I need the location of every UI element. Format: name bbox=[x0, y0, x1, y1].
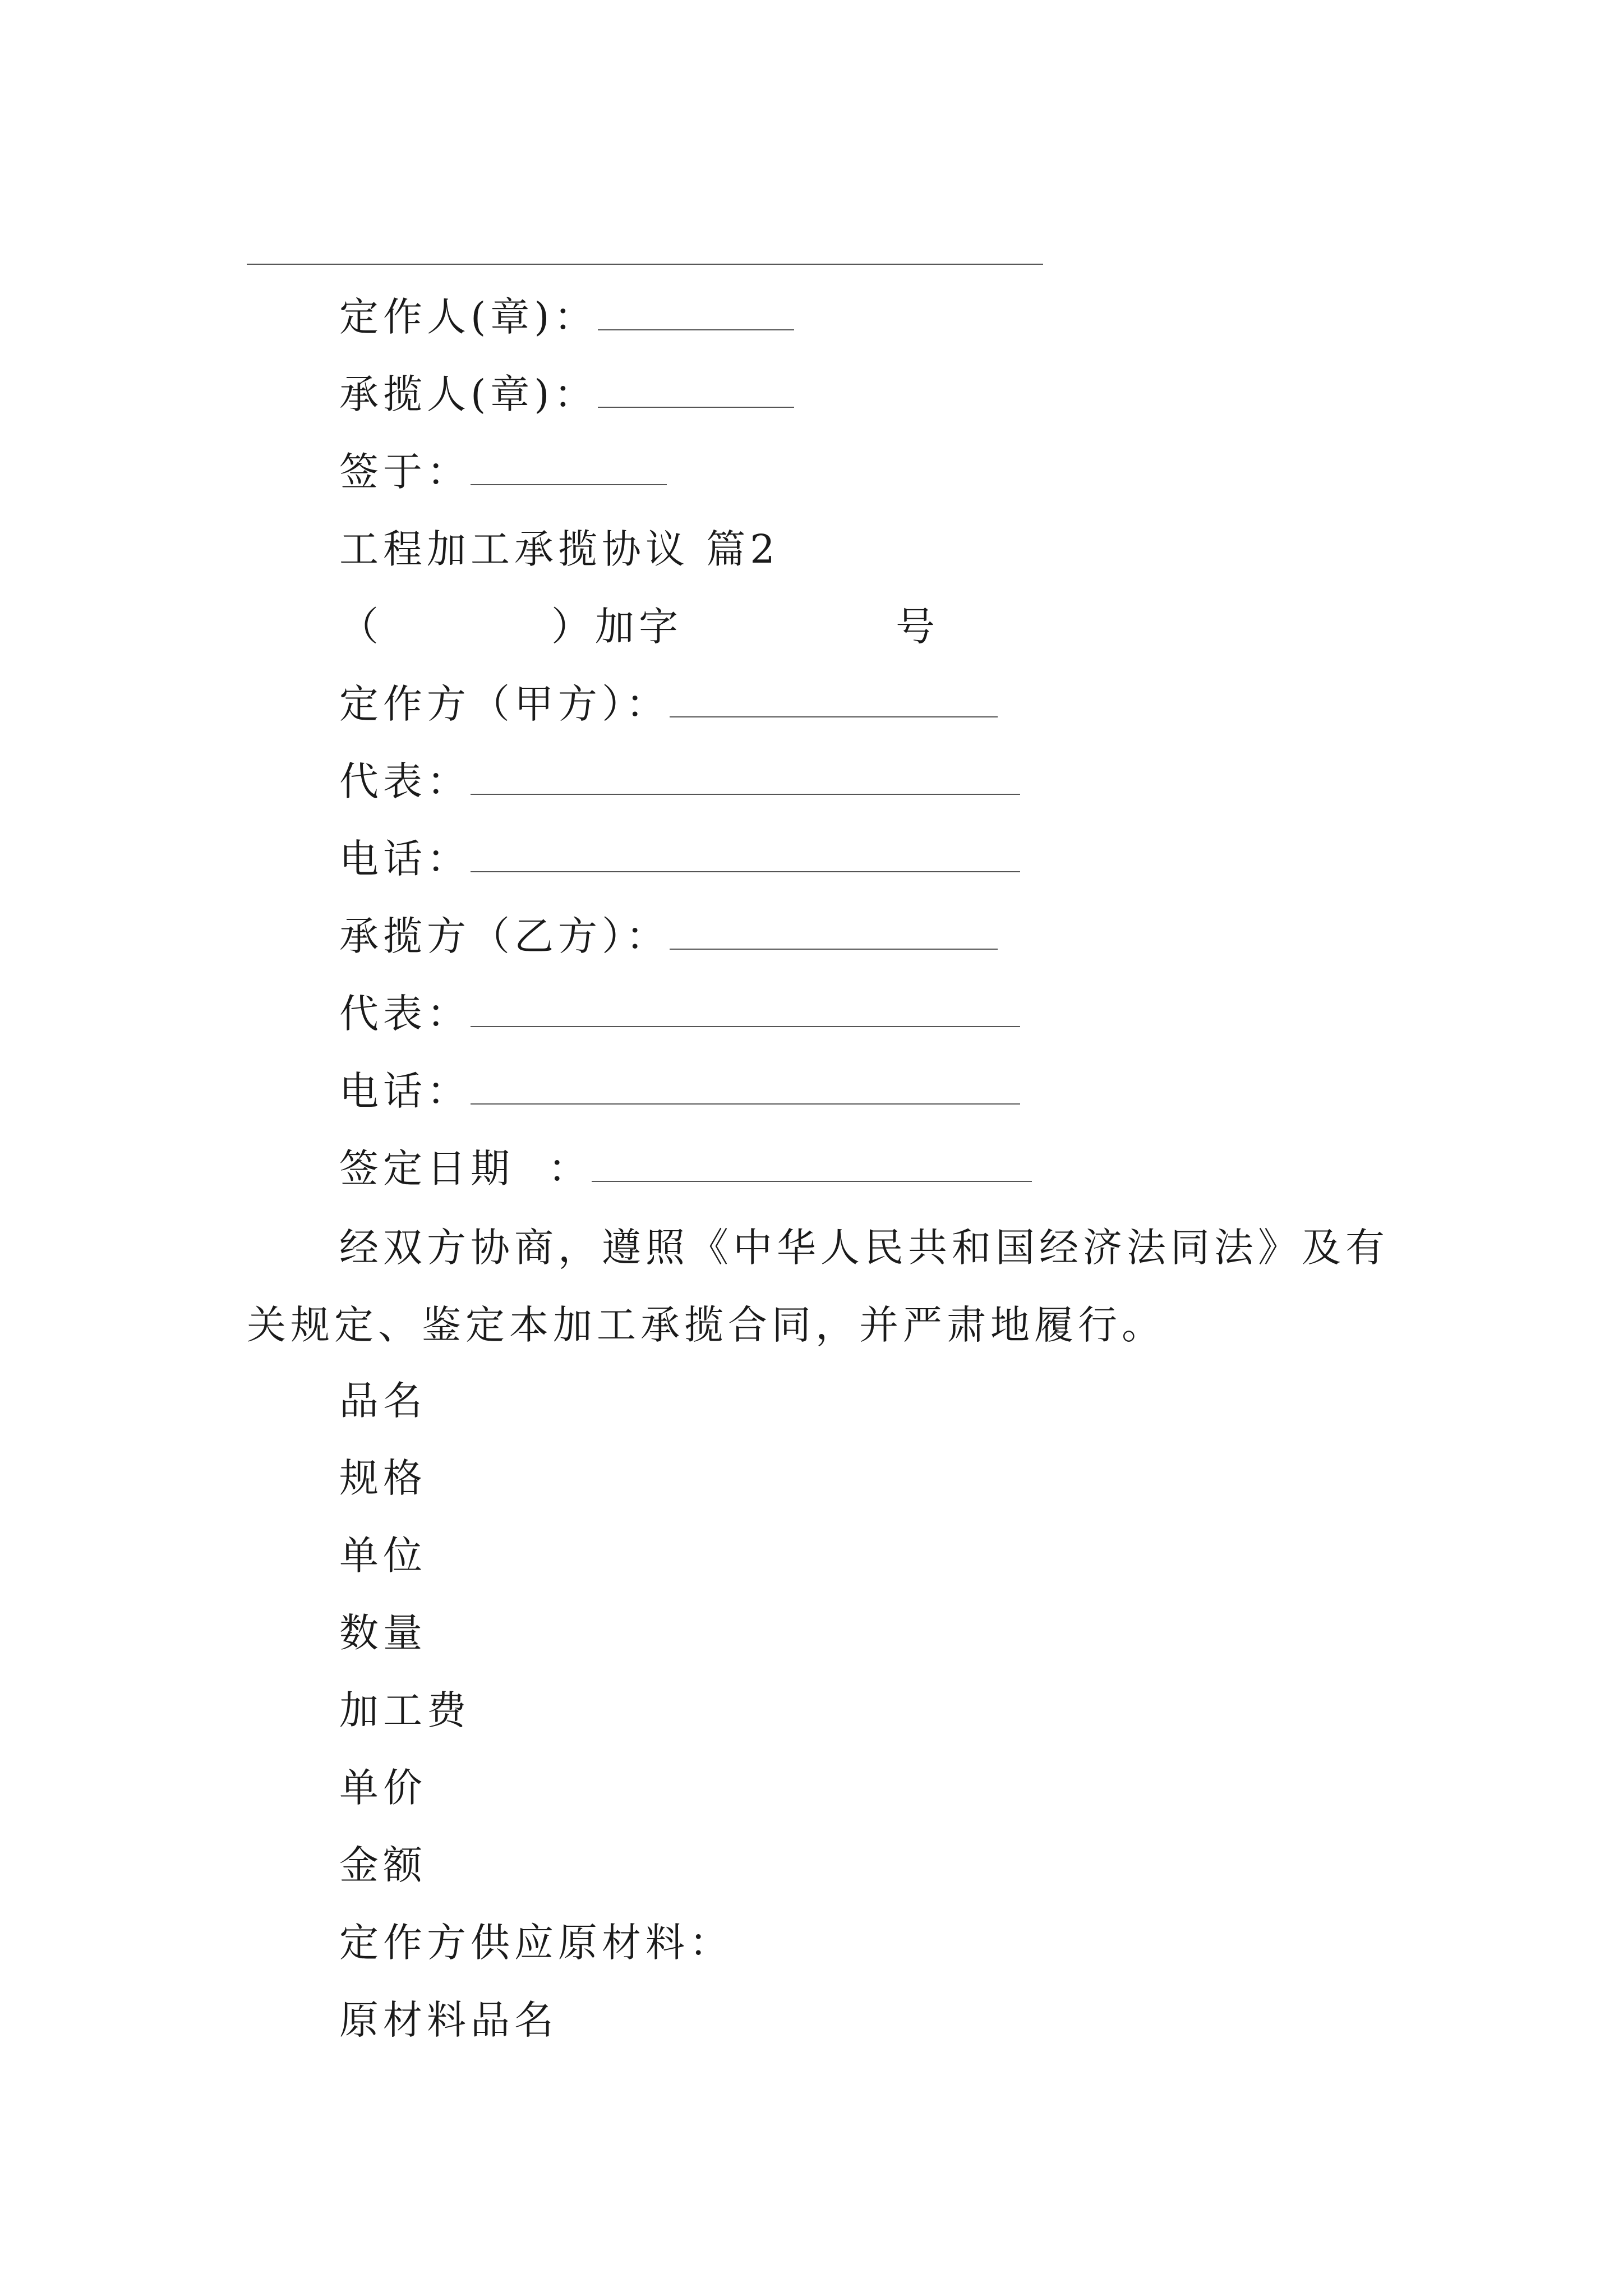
party-b-line bbox=[339, 908, 998, 964]
party-a-blank[interactable] bbox=[670, 677, 998, 717]
sign-date-colon: ： bbox=[548, 1145, 592, 1191]
materials-heading: 定作方供应原材料： bbox=[339, 1920, 733, 1966]
signed-at-label: 签于： bbox=[339, 449, 471, 495]
party-a-phone-line bbox=[339, 831, 1020, 887]
materials-field: 原材料品名 bbox=[339, 1997, 558, 2043]
party-a-label: 定作方（甲方）： bbox=[339, 681, 670, 727]
sign-date-line bbox=[339, 1140, 1032, 1197]
sign-date-blank[interactable] bbox=[592, 1142, 1032, 1182]
field-quantity: 数量 bbox=[339, 1610, 427, 1656]
party-b-rep-label: 代表： bbox=[339, 991, 471, 1037]
undertaker-seal-label: 承揽人(章)： bbox=[339, 371, 598, 417]
field-specification: 规格 bbox=[339, 1455, 427, 1501]
intro-paragraph: 经双方协商，遵照《中华人民共和国经济法同法》及有关规定、鉴定本加工承揽合同，并严肃地履行。 bbox=[247, 1225, 1389, 1348]
undertaker-seal-blank[interactable] bbox=[598, 367, 794, 408]
party-a-rep-line bbox=[339, 753, 1020, 809]
party-b-label: 承揽方（乙方）： bbox=[339, 913, 670, 959]
party-b-phone-blank[interactable] bbox=[471, 1064, 1020, 1105]
top-divider bbox=[247, 264, 1043, 265]
contractor-seal-label: 定作人(章)： bbox=[339, 294, 598, 340]
field-processing-fee: 加工费 bbox=[339, 1687, 471, 1733]
party-a-line bbox=[339, 676, 998, 732]
contractor-seal-line bbox=[339, 289, 794, 345]
party-a-rep-label: 代表： bbox=[339, 758, 471, 804]
party-a-phone-blank[interactable] bbox=[471, 832, 1020, 872]
party-b-rep-line bbox=[339, 986, 1020, 1042]
signed-at-blank[interactable] bbox=[471, 445, 667, 485]
party-b-rep-blank[interactable] bbox=[471, 987, 1020, 1027]
field-product-name: 品名 bbox=[339, 1378, 427, 1424]
party-a-rep-blank[interactable] bbox=[471, 754, 1020, 795]
reference-number-line bbox=[339, 599, 939, 655]
undertaker-seal-line bbox=[339, 366, 794, 422]
party-b-phone-line bbox=[339, 1063, 1020, 1119]
party-a-phone-label: 电话： bbox=[339, 836, 471, 882]
ref-close-paren-label: ）加字 bbox=[551, 604, 683, 650]
document-title: 工程加工承揽协议 篇2 bbox=[339, 526, 780, 572]
contractor-seal-blank[interactable] bbox=[598, 290, 794, 330]
field-amount: 金额 bbox=[339, 1842, 427, 1888]
party-b-phone-label: 电话： bbox=[339, 1068, 471, 1114]
signed-at-line bbox=[339, 444, 667, 500]
ref-number-label: 号 bbox=[896, 604, 939, 650]
party-b-blank[interactable] bbox=[670, 909, 998, 950]
ref-open-paren: （ bbox=[339, 604, 383, 650]
field-unit-price: 单价 bbox=[339, 1765, 427, 1811]
field-unit: 单位 bbox=[339, 1533, 427, 1579]
sign-date-label: 签定日期 bbox=[339, 1145, 514, 1191]
